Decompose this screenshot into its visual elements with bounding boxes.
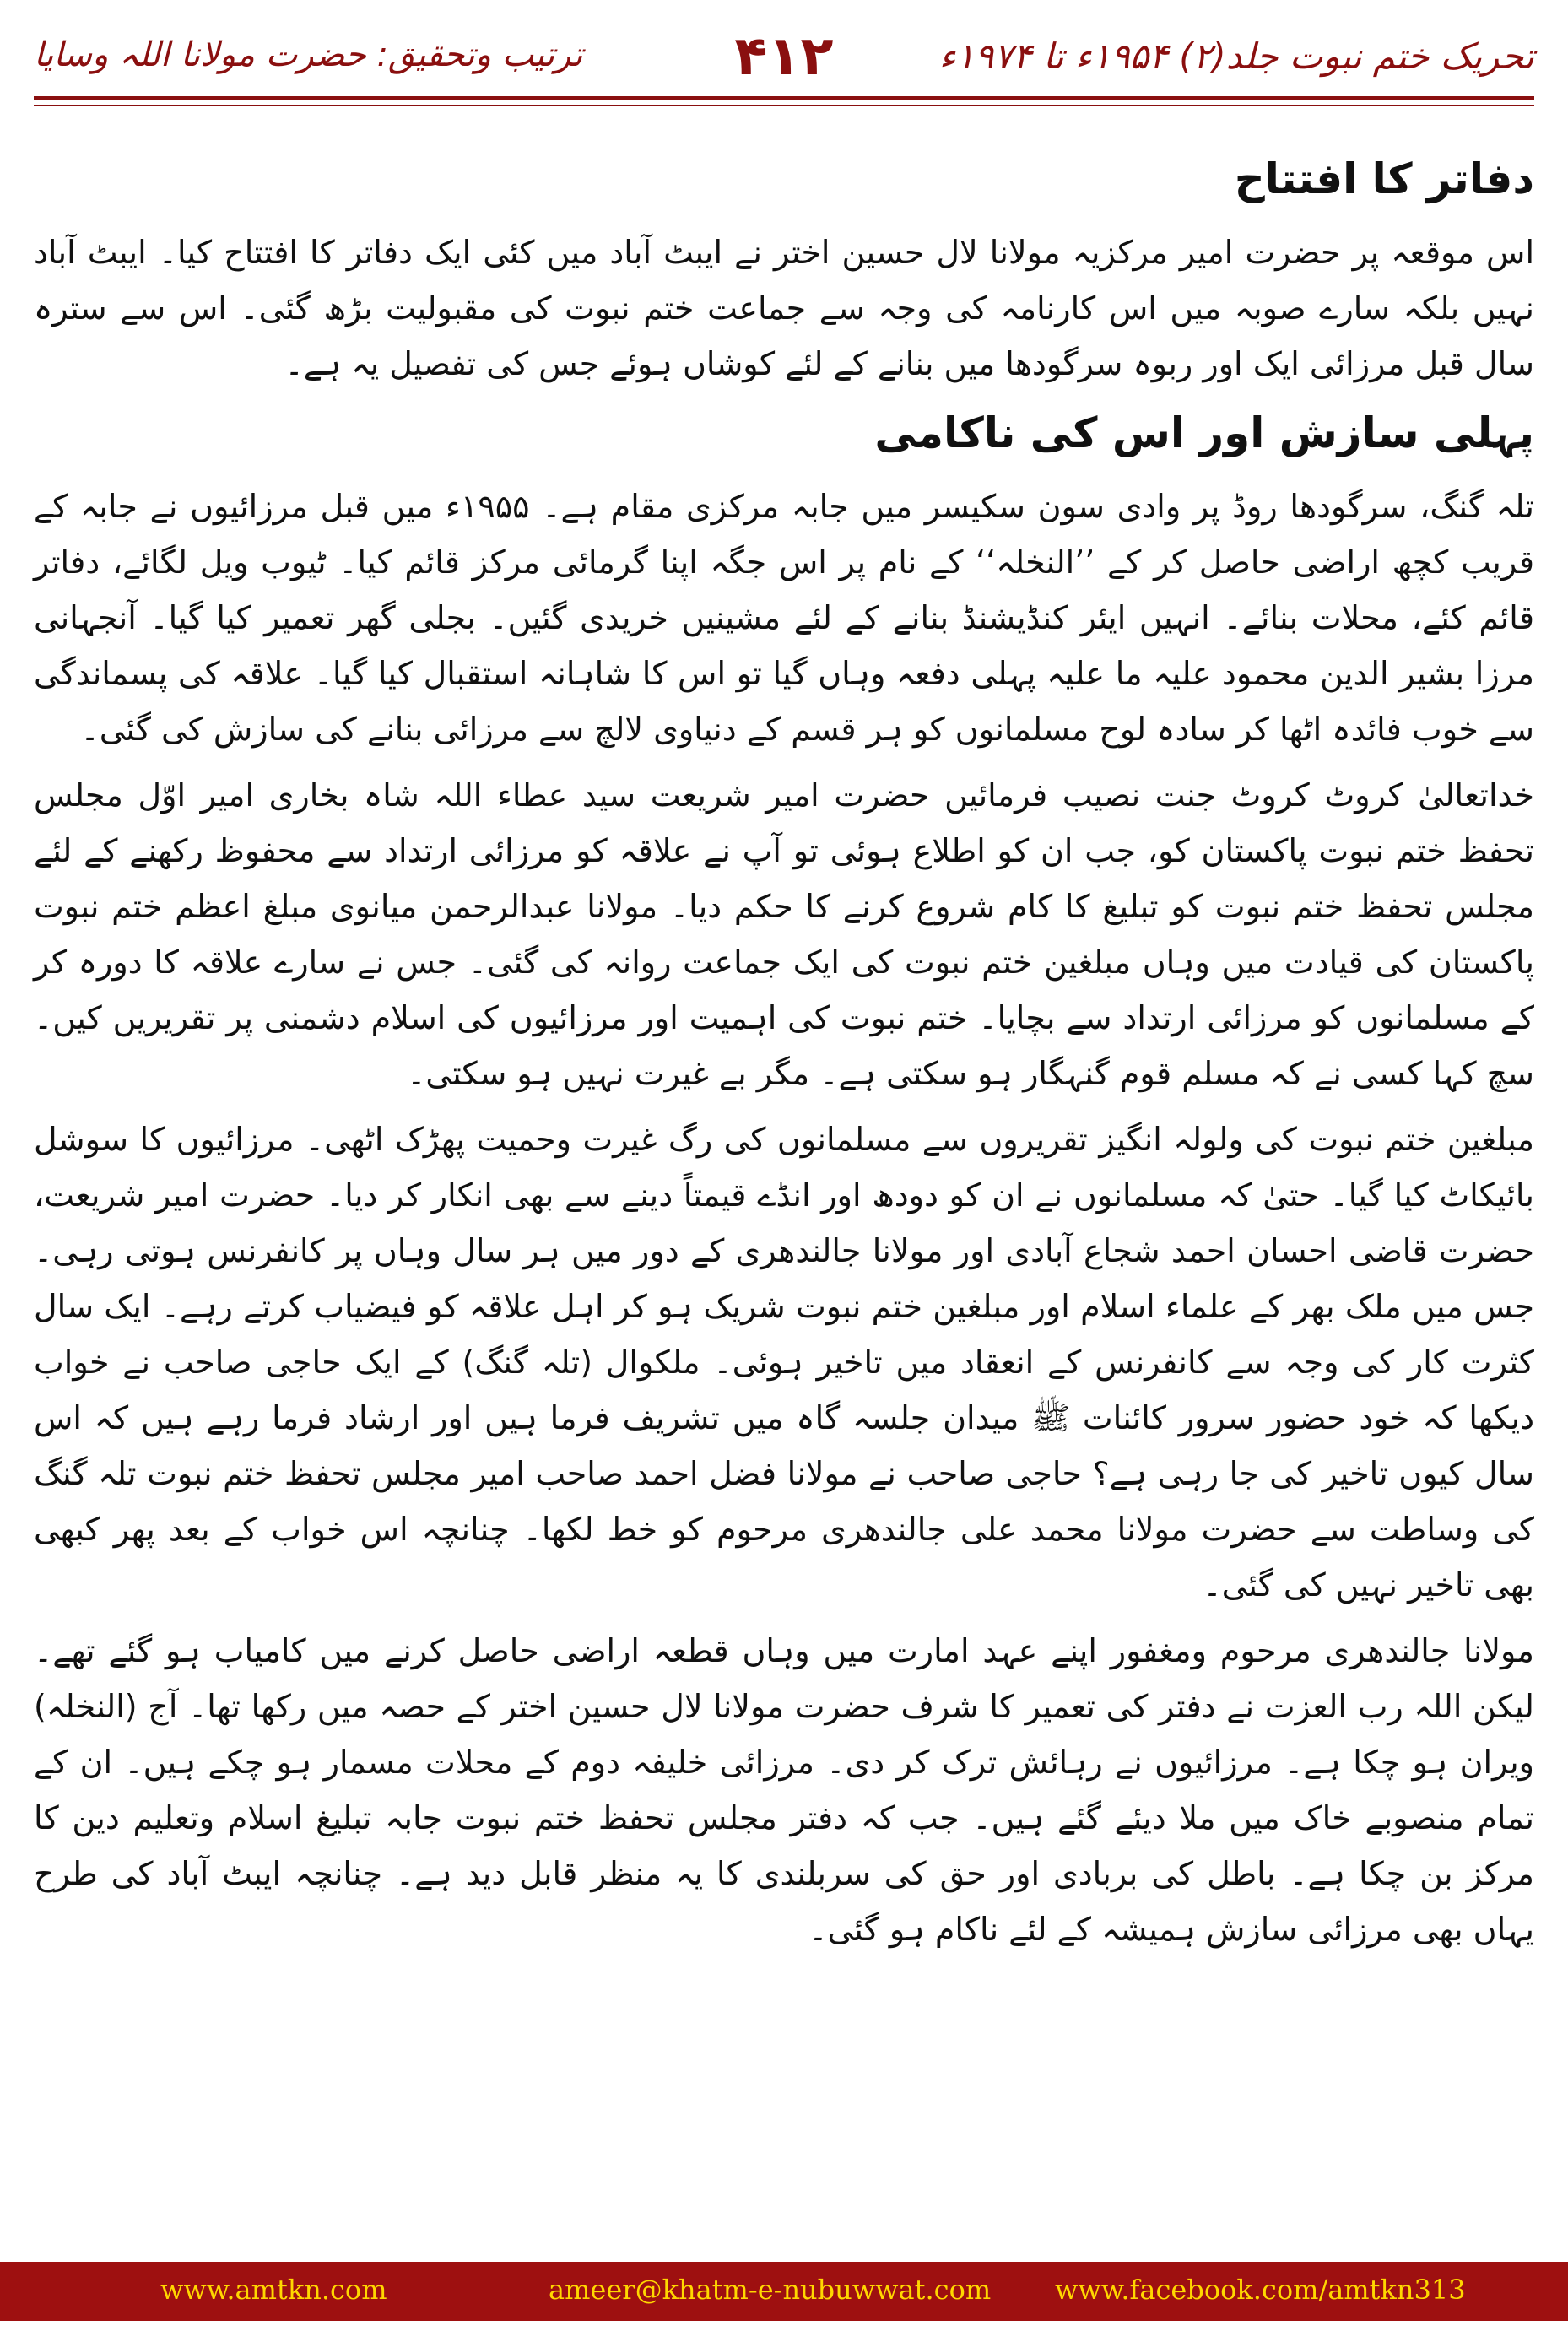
footer-email-link[interactable]: ameer@khatm-e-nubuwwat.com: [549, 2274, 992, 2306]
paragraph: مولانا جالندھری مرحوم ومغفور اپنے عہد امارت میں وہاں قطعہ اراضی حاصل کرنے میں کامیاب ہو گئے تھے۔ لیکن اللہ رب العزت نے دفتر کی تعمیر کا شرف حضرت مولانا لال حسین اختر کے حصہ میں رکھا تھا۔ آج (النخلہ) ویران ہو چکا ہے۔ مرزائیوں نے رہائش ترک کر دی۔ مرزائی خلیفہ دوم کے محلات مسمار ہو چکے ہیں۔ ان کے تمام منصوبے خاک میں ملا دیئے گئے ہیں۔ جب کہ دفتر مجلس تحفظ ختم نبوت جابہ تبلیغ اسلام وتعلیم دین کا مرکز بن چکا ہے۔ باطل کی بربادی اور حق کی سربلندی کا یہ منظر قابل دید ہے۔ چنانچہ ایبٹ آباد کی طرح یہاں بھی مرزائی سازش ہمیشہ کے لئے ناکام ہو گئی۔: [34, 1632, 1534, 1948]
paragraph: مبلغین ختم نبوت کی ولولہ انگیز تقریروں سے مسلمانوں کی رگ غیرت وحمیت پھڑک اٹھی۔ مرزائیوں کا سوشل بائیکاٹ کیا گیا۔ حتیٰ کہ مسلمانوں نے ان کو دودھ اور انڈے قیمتاً دینے سے بھی انکار کر دیا۔ حضرت امیر شریعت، حضرت قاضی احسان احمد شجاع آبادی اور مولانا جالندھری کے دور میں ہر سال وہاں پر کانفرنس ہوتی رہی۔ جس میں ملک بھر کے علماء اسلام اور مبلغین ختم نبوت شریک ہو کر اہل علاقہ کو فیضیاب کرتے رہے۔ ایک سال کثرت کار کی وجہ سے کانفرنس کے انعقاد میں تاخیر ہوئی۔ ملکوال (تلہ گنگ) کے ایک حاجی صاحب نے خواب دیکھا کہ خود حضور سرور کائنات ﷺ میدان جلسہ گاہ میں تشریف فرما ہیں اور ارشاد فرما رہے ہیں کہ اس سال کیوں تاخیر کی جا رہی ہے؟ حاجی صاحب نے مولانا فضل احمد صاحب امیر مجلس تحفظ ختم نبوت تلہ گنگ کی وساطت سے حضرت مولانا محمد علی جالندھری مرحوم کو خط لکھا۔ چنانچہ اس خواب کے بعد پھر کبھی بھی تاخیر نہیں کی گئی۔: [34, 1121, 1534, 1604]
paragraph: تلہ گنگ، سرگودھا روڈ پر وادی سون سکیسر میں جابہ مرکزی مقام ہے۔ ۱۹۵۵ء میں قبل مرزائیوں نے جابہ کے قریب کچھ اراضی حاصل کر کے ’’النخلہ‘‘ کے نام پر اس جگہ اپنا گرمائی مرکز قائم کیا۔ ٹیوب ویل لگائے، دفاتر قائم کئے، محلات بنائے۔ انہیں ایئر کنڈیشنڈ بنانے کے لئے مشینیں خریدی گئیں۔ بجلی گھر تعمیر کیا گیا۔ آنجہانی مرزا بشیر الدین محمود علیہ ما علیہ پہلی دفعہ وہاں گیا تو اس کا شاہانہ استقبال کیا گیا۔ علاقہ کی پسماندگی سے خوب فائدہ اٹھا کر سادہ لوح مسلمانوں کو ہر قسم کے دنیاوی لالچ سے مرزائی بنانے کی سازش کی گئی۔: [34, 488, 1535, 748]
section-heading-offices: دفاتر کا افتتاح: [1234, 154, 1534, 203]
footer-website-link[interactable]: www.amtkn.com: [160, 2274, 387, 2306]
header-divider-thin: [34, 105, 1534, 106]
page-content: [34, 148, 1534, 1967]
compiler-credit: ترتیب وتحقیق: حضرت مولانا اللہ وسایا: [34, 35, 583, 74]
page-header: [34, 25, 1534, 101]
paragraph: اس موقعہ پر حضرت امیر مرکزیہ مولانا لال حسین اختر نے ایبٹ آباد میں کئی ایک دفاتر کا افتتاح کیا۔ ایبٹ آباد نہیں بلکہ سارے صوبہ میں اس کارنامہ کی وجہ سے جماعت ختم نبوت کی مقبولیت بڑھ گئی۔ اس سے سترہ سال قبل مرزائی ایک اور ربوہ سرگودھا میں بنانے کے لئے کوشاں ہوئے جس کی تفصیل یہ ہے۔: [34, 234, 1534, 382]
book-title: تحریک ختم نبوت جلد(۲) ۱۹۵۴ء تا ۱۹۷۴ء: [938, 35, 1534, 77]
page-footer: [0, 2262, 1568, 2321]
section-heading-first-conspiracy: پہلی سازش اور اس کی ناکامی: [874, 408, 1534, 457]
paragraph: خداتعالیٰ کروٹ کروٹ جنت نصیب فرمائیں حضرت امیر شریعت سید عطاء اللہ شاہ بخاری امیر اوّل مجلس تحفظ ختم نبوت پاکستان کو، جب ان کو اطلاع ہوئی تو آپ نے علاقہ کو مرزائی ارتداد سے محفوظ رکھنے کے لئے مجلس تحفظ ختم نبوت کو تبلیغ کا کام شروع کرنے کا حکم دیا۔ مولانا عبدالرحمن میانوی مبلغ اعظم ختم نبوت پاکستان کی قیادت میں وہاں مبلغین ختم نبوت کی ایک جماعت روانہ کی گئی۔ جس نے سارے علاقہ کا دورہ کر کے مسلمانوں کو مرزائی ارتداد سے بچایا۔ ختم نبوت کی اہمیت اور مرزائیوں کی اسلام دشمنی پر تقریریں کیں۔ سچ کہا کسی نے کہ مسلم قوم گنہگار ہو سکتی ہے۔ مگر بے غیرت نہیں ہو سکتی۔: [34, 776, 1534, 1092]
header-divider: [34, 96, 1534, 100]
page-number: ۴۱۲: [734, 25, 834, 88]
footer-facebook-link[interactable]: www.facebook.com/amtkn313: [1055, 2274, 1466, 2306]
